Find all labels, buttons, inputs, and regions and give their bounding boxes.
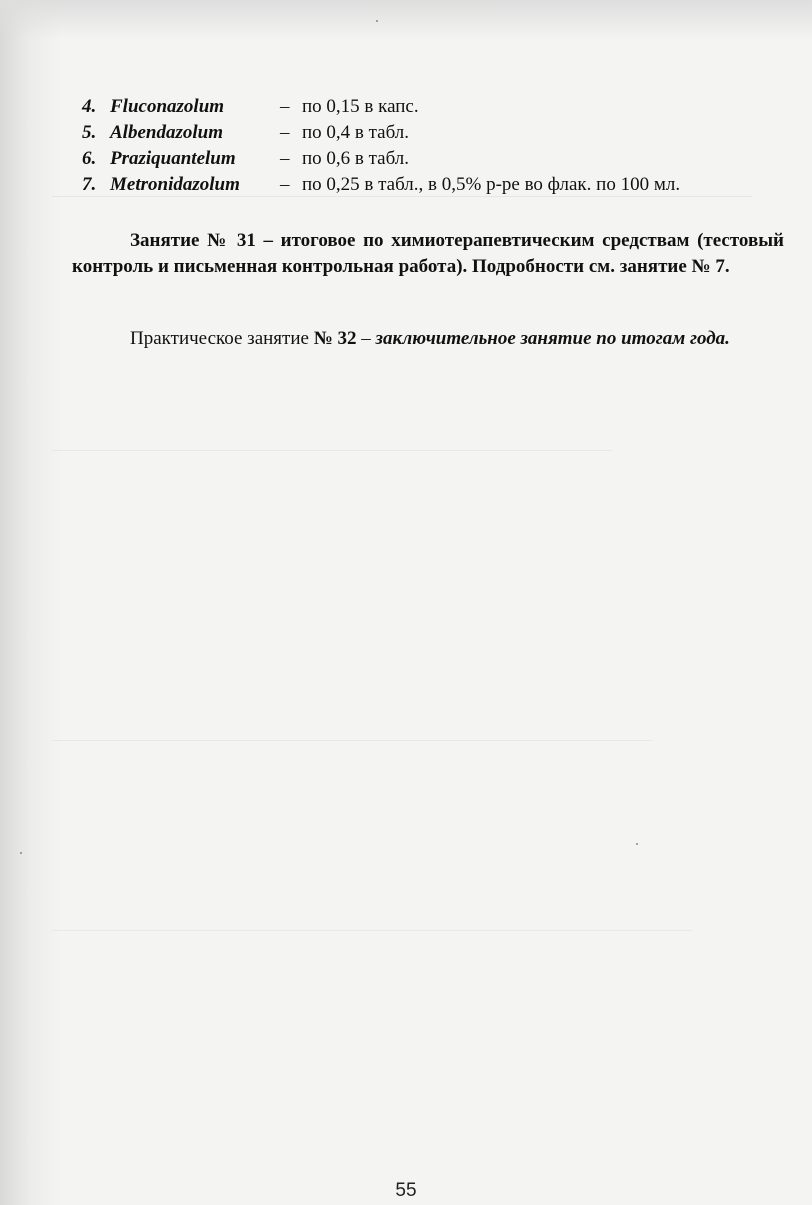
drug-dash: – [280,174,290,195]
drug-name: Fluconazolum [110,96,225,117]
drug-dash: – [280,122,290,143]
scan-top-shadow [0,0,812,40]
drug-row [82,120,782,146]
drug-dash: – [280,96,290,117]
drug-name: Albendazolum [110,122,223,143]
lesson-32-separator: – [356,328,376,349]
scan-speck [376,20,378,22]
drug-dose: по 0,15 в капс. [302,96,419,117]
lesson-32-topic: заключительное занятие по итогам года. [375,328,730,349]
drug-row [82,146,782,172]
scan-speck [20,852,22,854]
drug-dose: по 0,6 в табл. [302,148,410,169]
drug-number: 5. [82,122,97,143]
drug-dash: – [280,148,290,169]
drug-dose: по 0,4 в табл. [302,122,410,143]
page-number: 55 [395,1180,417,1201]
bleed-through-line [52,450,612,452]
lesson-32-prefix: Практическое занятие [130,328,314,349]
drug-number: 4. [82,96,97,117]
lesson-32-paragraph [72,325,784,352]
bleed-through-line [52,740,652,742]
scan-edge-shadow [0,0,60,1205]
scan-speck [636,843,638,845]
drug-dose: по 0,25 в табл., в 0,5% р-ре во флак. по 100 мл. [302,174,681,195]
drug-name: Praziquantelum [110,148,236,169]
drug-number: 6. [82,148,97,169]
drug-name: Metronidazolum [110,174,240,195]
bleed-through-line [52,930,692,932]
lesson-32-number: № 32 [313,328,357,349]
drug-number: 7. [82,174,97,195]
lesson-31-paragraph: Занятие № 31 – итоговое по химиотерапевтическим средствам (тестовый контроль и письменная контрольная работа). Подробности см. занятие № 7. [72,230,784,277]
drug-row [82,172,782,198]
drug-list [82,94,782,198]
drug-row [82,94,782,120]
